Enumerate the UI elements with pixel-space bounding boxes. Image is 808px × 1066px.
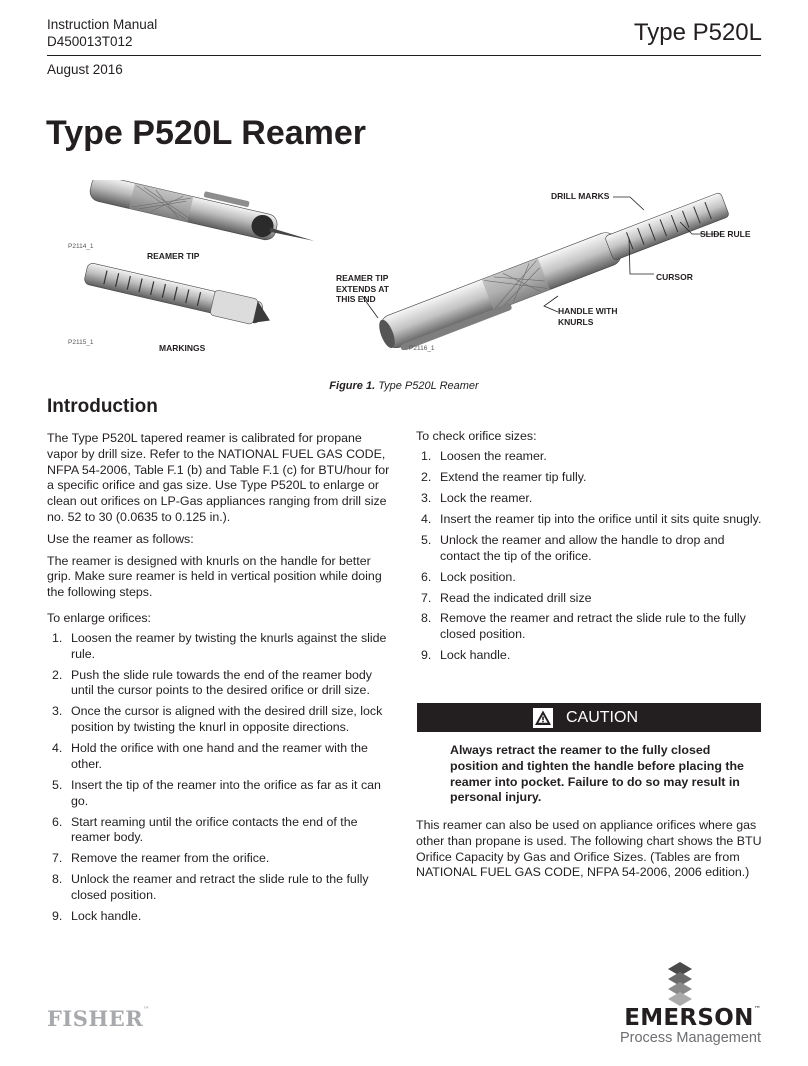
warning-icon xyxy=(533,708,553,728)
list-item: 5. Unlock the reamer and allow the handle to drop and contact the tip of the orifice. xyxy=(421,532,725,563)
label-cursor: CURSOR xyxy=(656,272,693,282)
check-steps xyxy=(416,449,762,664)
reamer-tip-photo xyxy=(60,180,320,360)
process-management-tagline: Process Management xyxy=(619,1030,761,1046)
photo-id: P2114_1 xyxy=(68,243,94,250)
photo-id: P2115_1 xyxy=(68,339,94,346)
section-heading: Introduction xyxy=(47,396,158,417)
list-item: 9. Lock handle. xyxy=(52,909,142,924)
header-type: Type P520L xyxy=(633,19,762,46)
emerson-logo: EMERSON™ xyxy=(624,1005,761,1031)
list-item: 8. Remove the reamer and retract the slide rule to the fully closed position. xyxy=(421,611,746,642)
list-item: 3. Lock the reamer. xyxy=(421,490,533,505)
photo-id: P2116_1 xyxy=(409,345,435,352)
publish-date: August 2016 xyxy=(47,62,123,77)
caution-banner xyxy=(417,703,761,732)
list-item: 9. Lock handle. xyxy=(421,648,511,663)
manual-label: Instruction Manual xyxy=(47,17,158,32)
list-item: 7. Remove the reamer from the orifice. xyxy=(52,851,270,866)
list-item: 6. Start reaming until the orifice contacts the end of the reamer body. xyxy=(52,814,358,845)
list-item: 4. Hold the orifice with one hand and the reamer with the other. xyxy=(52,741,368,771)
fisher-logo: FISHER™ xyxy=(47,1006,150,1031)
intro-paragraph: The reamer is designed with knurls on the handle for better grip. Make sure reamer is held in vertical position while doing the following steps. xyxy=(47,553,382,600)
list-item: 4. Insert the reamer tip into the orifice until it sits quite snugly. xyxy=(421,511,762,526)
label-reamer-tip: REAMER TIP xyxy=(147,251,200,261)
label-drill-marks: DRILL MARKS xyxy=(551,191,610,201)
enlarge-heading: To enlarge orifices: xyxy=(47,610,151,625)
page-title: Type P520L Reamer xyxy=(46,114,367,152)
list-item: 8. Unlock the reamer and retract the slide rule to the fully closed position. xyxy=(52,872,369,903)
enlarge-steps xyxy=(47,631,395,925)
list-item: 2. Push the slide rule towards the end of the reamer body until the cursor points to the desired orifice or drill size. xyxy=(52,667,372,698)
caution-label: CAUTION xyxy=(566,709,638,726)
list-item: 5. Insert the tip of the reamer into the orifice as far as it can go. xyxy=(52,777,381,808)
list-item: 1. Loosen the reamer by twisting the knurls against the slide rule. xyxy=(52,630,387,661)
label-tip-extends: REAMER TIP EXTENDS AT THIS END xyxy=(336,273,389,304)
label-slide-rule: SLIDE RULE xyxy=(700,229,751,239)
header-divider xyxy=(47,55,761,56)
doc-number: D450013T012 xyxy=(47,34,133,49)
label-markings: MARKINGS xyxy=(159,343,206,353)
list-item: 7. Read the indicated drill size xyxy=(421,590,592,605)
list-item: 1. Loosen the reamer. xyxy=(421,448,547,463)
check-heading: To check orifice sizes: xyxy=(416,429,537,443)
closing-paragraph: This reamer can also be used on appliance orifices where gas other than propane is used. The following chart shows the BTU Orifice Capacity by Gas and Orifice Sizes. (Tables are from NATIONAL FUEL GAS CODE, NFPA 54-2006, 2006 edition.) xyxy=(416,818,762,880)
list-item: 6. Lock position. xyxy=(421,569,516,584)
intro-paragraph: The Type P520L tapered reamer is calibrated for propane vapor by drill size. Refer to the NATIONAL FUEL GAS CODE, NFPA 54-2006, Table F.1 (b) and Table F.1 (c) for BTU/hour for a specific orifice and gas size. Use Type P520L to enlarge or clean out orifices on LP-Gas appliances ranging from drill size no. 52 to 30 (0.0635 to 0.125 in.). xyxy=(47,431,390,524)
list-item: 3. Once the cursor is aligned with the desired drill size, lock position by twisting the knurl in opposite directions. xyxy=(52,704,383,735)
emerson-logo-icon xyxy=(660,962,700,1006)
right-column xyxy=(416,429,762,669)
figure-caption: Figure 1. Type P520L Reamer xyxy=(329,380,479,392)
left-column xyxy=(47,431,395,930)
list-item: 2. Extend the reamer tip fully. xyxy=(421,469,587,484)
label-handle-knurls: HANDLE WITH KNURLS xyxy=(558,306,618,327)
caution-text: Always retract the reamer to the fully closed position and tighten the handle before placing the reamer into pocket. Failure to do so may result in personal injury. xyxy=(450,743,744,805)
intro-paragraph: Use the reamer as follows: xyxy=(47,531,194,546)
